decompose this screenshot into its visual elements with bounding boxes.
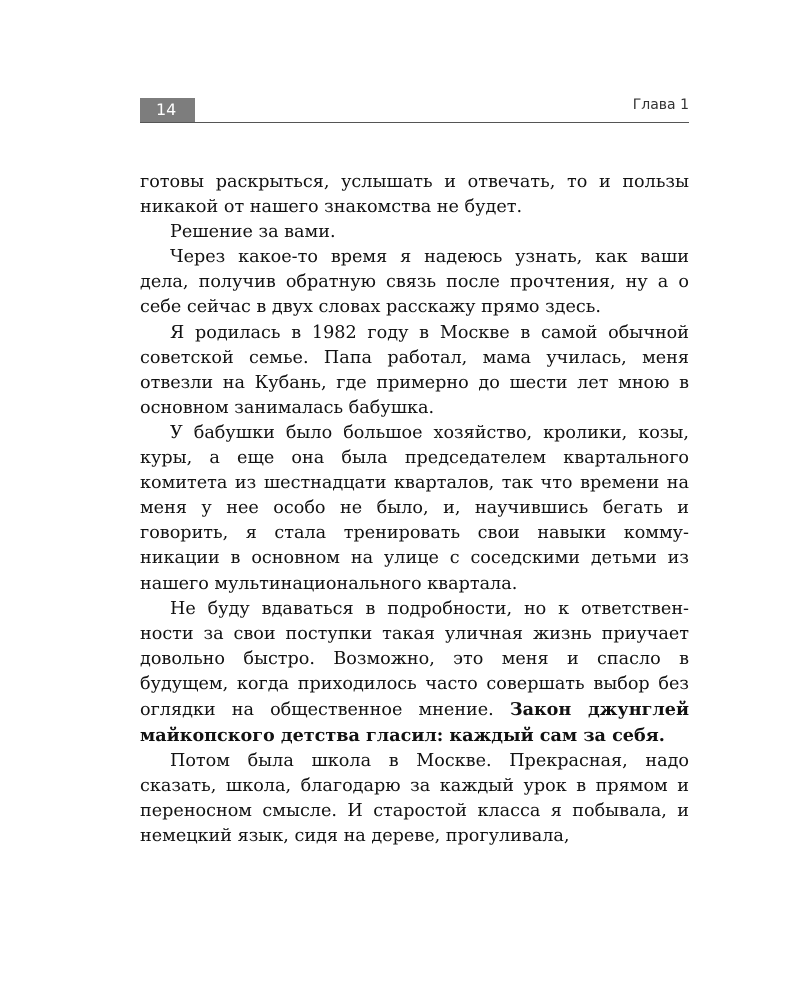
- header-divider: [140, 122, 689, 123]
- emphasis-text: Закон джунглей майкопского детства гласил: каждый сам за себя.: [140, 698, 689, 747]
- page-header: [140, 96, 689, 126]
- chapter-title: Глава 1: [632, 97, 689, 113]
- paragraph: Я родилась в 1982 году в Москве в самой обычной советской семье. Папа работал, мама училась, меня отвезли на Кубань, где примерно до шести лет мною в основном занималась бабушка.: [140, 322, 689, 418]
- page-number: 14: [140, 98, 195, 122]
- paragraph: Через какое-то время я надеюсь узнать, как ваши дела, получив обратную связь после прочтения, ну а о себе сейчас в двух словах расскажу прямо здесь.: [140, 247, 689, 318]
- paragraph-with-emphasis: [140, 597, 689, 750]
- paragraph: У бабушки было большое хозяйство, кролики, козы, куры, а еще она была председателем квартального комитета из шестнадцати кварталов, так что времени на меня у нее особо не было, и, научившись бегать и говорить, я стала тренировать свои навыки коммуникации в основном на улице с соседскими детьми из нашего мультинационального квартала.: [140, 422, 689, 594]
- paragraph-continued: готовы раскрыться, услышать и отвечать, то и пользы никакой от нашего знакомства не будет.: [140, 172, 689, 218]
- paragraph: Потом была школа в Москве. Прекрасная, надо сказать, школа, благодарю за каждый урок в прямом и переносном смысле. И старостой класса я побывала, и немецкий язык, сидя на дереве, прогуливала,: [140, 751, 689, 847]
- paragraph-text: Не буду вдаваться в подробности, но к ответственности за свои поступки такая уличная жизнь приучает довольно быстро. Возможно, это меня и спасло в будущем, когда приходилось часто совершать выбор без оглядки на общественное мнение.: [140, 598, 689, 720]
- paragraph: Решение за вами.: [170, 222, 336, 243]
- page-body: [140, 170, 689, 850]
